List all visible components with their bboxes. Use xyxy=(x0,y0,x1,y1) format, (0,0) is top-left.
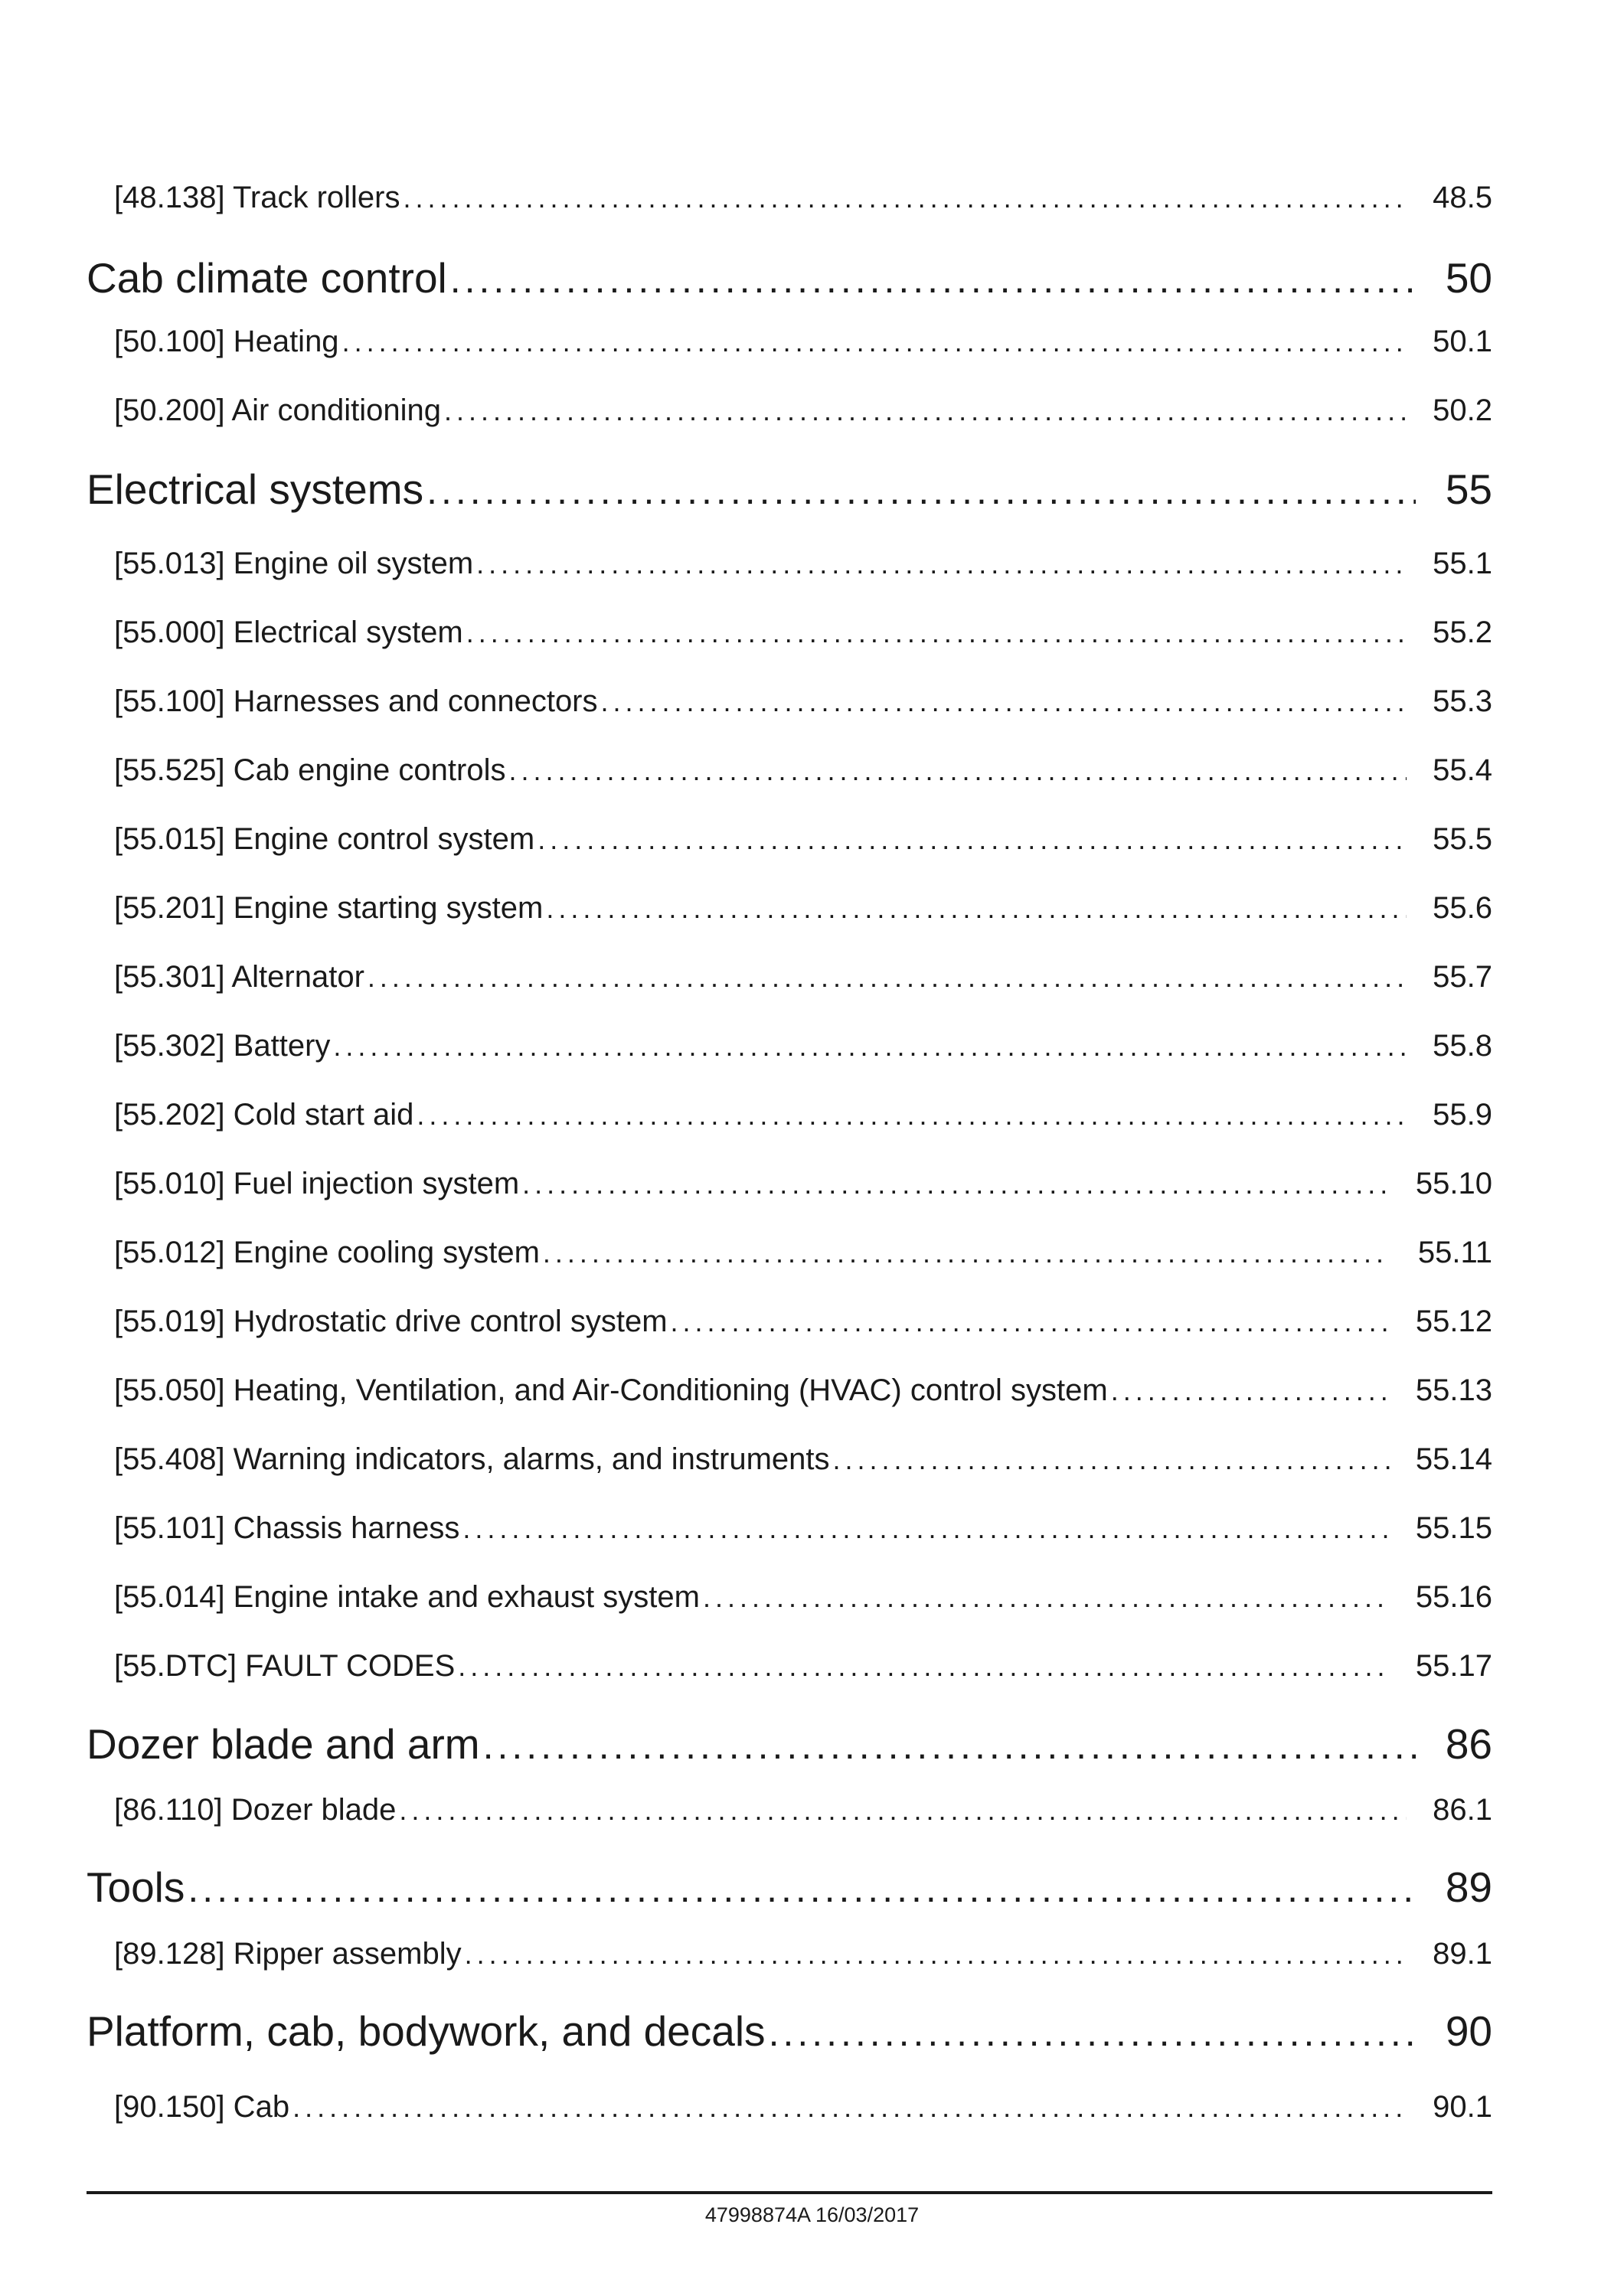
toc-entry-page: 55.10 xyxy=(1415,1167,1492,1200)
toc-entry-cab-engine-controls[interactable] xyxy=(114,751,1492,789)
toc-section-dozer-blade-and-arm[interactable] xyxy=(87,1717,1492,1771)
toc-entry-engine-starting-system[interactable] xyxy=(114,889,1492,927)
toc-entry-dozer-blade[interactable] xyxy=(114,1791,1492,1829)
toc-entry-page: 55.11 xyxy=(1417,1236,1492,1269)
dot-leader xyxy=(450,253,1416,305)
toc-entry-page: 89.1 xyxy=(1433,1937,1492,1971)
toc-entry-alternator[interactable] xyxy=(114,958,1492,996)
dot-leader xyxy=(426,464,1416,516)
toc-entry-label: [55.100] Harnesses and connectors xyxy=(114,684,598,718)
toc-entry-label: [86.110] Dozer blade xyxy=(114,1793,397,1827)
dot-leader xyxy=(476,545,1407,583)
dot-leader xyxy=(769,2006,1416,2058)
dot-leader xyxy=(417,1096,1407,1134)
toc-entry-page: 55.1 xyxy=(1433,547,1492,580)
toc-entry-label: [55.301] Alternator xyxy=(114,960,364,994)
toc-entry-label: [48.138] Track rollers xyxy=(114,181,400,214)
toc-entry-page: 50.1 xyxy=(1433,325,1492,358)
toc-entry-warning-indicators[interactable] xyxy=(114,1440,1492,1478)
dot-leader xyxy=(333,1027,1407,1065)
toc-entry-label: [55.000] Electrical system xyxy=(114,616,463,649)
toc-entry-engine-cooling-system[interactable] xyxy=(114,1233,1492,1272)
toc-section-cab-climate-control[interactable] xyxy=(87,251,1492,305)
toc-entry-harnesses-and-connectors[interactable] xyxy=(114,682,1492,720)
toc-section-electrical-systems[interactable] xyxy=(87,462,1492,516)
toc-entry-page: 55.9 xyxy=(1433,1098,1492,1132)
toc-entry-label: [55.408] Warning indicators, alarms, and instruments xyxy=(114,1442,830,1476)
toc-entry-label: [55.525] Cab engine controls xyxy=(114,753,506,787)
toc-entry-page: 55.12 xyxy=(1415,1305,1492,1338)
toc-entry-page: 55.16 xyxy=(1415,1580,1492,1614)
toc-section-page: 86 xyxy=(1445,1720,1492,1768)
toc-section-page: 55 xyxy=(1445,465,1492,513)
dot-leader xyxy=(444,392,1407,429)
toc-section-label: Platform, cab, bodywork, and decals xyxy=(87,2007,766,2055)
toc-section-page: 50 xyxy=(1445,254,1492,302)
toc-entry-label: [50.100] Heating xyxy=(114,325,339,358)
toc-entry-label: [55.014] Engine intake and exhaust system xyxy=(114,1580,700,1614)
toc-entry-page: 55.8 xyxy=(1433,1029,1492,1063)
toc-entry-label: [55.101] Chassis harness xyxy=(114,1511,460,1545)
toc-entry-engine-intake-exhaust[interactable] xyxy=(114,1578,1492,1616)
toc-entry-label: [55.012] Engine cooling system xyxy=(114,1236,540,1269)
dot-leader xyxy=(508,752,1407,789)
dot-leader xyxy=(703,1579,1390,1616)
toc-entry-page: 55.3 xyxy=(1433,684,1492,718)
dot-leader xyxy=(522,1165,1390,1203)
dot-leader xyxy=(483,1719,1416,1771)
toc-entry-hvac-control-system[interactable] xyxy=(114,1371,1492,1409)
toc-entry-page: 55.14 xyxy=(1415,1442,1492,1476)
toc-entry-page: 55.6 xyxy=(1433,891,1492,925)
toc-section-label: Dozer blade and arm xyxy=(87,1720,480,1768)
toc-entry-page: 55.15 xyxy=(1415,1511,1492,1545)
toc-entry-label: [55.050] Heating, Ventilation, and Air-Conditioning (HVAC) control system xyxy=(114,1373,1108,1407)
toc-entry-fuel-injection-system[interactable] xyxy=(114,1164,1492,1203)
dot-leader xyxy=(188,1862,1416,1914)
toc-entry-air-conditioning[interactable] xyxy=(114,391,1492,429)
toc-entry-label: [55.202] Cold start aid xyxy=(114,1098,414,1132)
dot-leader xyxy=(465,1935,1407,1973)
dot-leader xyxy=(671,1303,1390,1341)
dot-leader xyxy=(399,1791,1407,1829)
toc-section-label: Electrical systems xyxy=(87,465,424,513)
toc-section-tools[interactable] xyxy=(87,1860,1492,1914)
toc-entry-label: [55.302] Battery xyxy=(114,1029,331,1063)
toc-entry-page: 55.2 xyxy=(1433,616,1492,649)
toc-entry-page: 55.4 xyxy=(1433,753,1492,787)
toc-entry-page: 55.7 xyxy=(1433,960,1492,994)
dot-leader xyxy=(368,959,1407,996)
toc-entry-label: [89.128] Ripper assembly xyxy=(114,1937,462,1971)
toc-entry-label: [55.201] Engine starting system xyxy=(114,891,544,925)
dot-leader xyxy=(342,323,1407,361)
dot-leader xyxy=(466,614,1407,652)
dot-leader xyxy=(833,1441,1390,1478)
toc-entry-label: [55.015] Engine control system xyxy=(114,822,535,856)
toc-section-label: Tools xyxy=(87,1863,185,1911)
toc-entry-page: 55.5 xyxy=(1433,822,1492,856)
dot-leader xyxy=(404,179,1407,217)
toc-entry-page: 90.1 xyxy=(1433,2090,1492,2124)
toc-entry-page: 55.13 xyxy=(1415,1373,1492,1407)
toc-entry-hydrostatic-drive-control-system[interactable] xyxy=(114,1302,1492,1341)
footer-divider xyxy=(87,2191,1492,2194)
toc-section-page: 90 xyxy=(1445,2007,1492,2055)
toc-section-page: 89 xyxy=(1445,1863,1492,1911)
dot-leader xyxy=(1111,1372,1390,1409)
toc-entry-page: 48.5 xyxy=(1433,181,1492,214)
dot-leader xyxy=(601,683,1407,720)
dot-leader xyxy=(546,890,1407,927)
toc-entry-chassis-harness[interactable] xyxy=(114,1509,1492,1547)
dot-leader xyxy=(538,821,1407,858)
toc-entry-page: 86.1 xyxy=(1433,1793,1492,1827)
toc-entry-battery[interactable] xyxy=(114,1027,1492,1065)
toc-entry-heating[interactable] xyxy=(114,322,1492,361)
toc-section-label: Cab climate control xyxy=(87,254,447,302)
toc-entry-page: 55.17 xyxy=(1415,1649,1492,1683)
toc-entry-cab[interactable] xyxy=(114,2088,1492,2126)
toc-entry-engine-control-system[interactable] xyxy=(114,820,1492,858)
toc-entry-page: 50.2 xyxy=(1433,394,1492,427)
toc-entry-track-rollers[interactable] xyxy=(114,178,1492,217)
toc-entry-fault-codes[interactable] xyxy=(114,1647,1492,1685)
footer-document-reference: 47998874A 16/03/2017 xyxy=(704,2203,920,2226)
toc-entry-label: [55.013] Engine oil system xyxy=(114,547,474,580)
toc-section-platform-cab-bodywork-decals[interactable] xyxy=(87,2004,1492,2058)
dot-leader xyxy=(458,1648,1390,1685)
toc-entry-label: [55.010] Fuel injection system xyxy=(114,1167,520,1200)
toc-entry-engine-oil-system[interactable] xyxy=(114,544,1492,583)
toc-entry-label: [90.150] Cab xyxy=(114,2090,290,2124)
dot-leader xyxy=(543,1234,1390,1272)
dot-leader xyxy=(462,1510,1390,1547)
toc-entry-cold-start-aid[interactable] xyxy=(114,1096,1492,1134)
toc-entry-ripper-assembly[interactable] xyxy=(114,1935,1492,1973)
toc-entry-label: [55.DTC] FAULT CODES xyxy=(114,1649,456,1683)
toc-entry-label: [55.019] Hydrostatic drive control system xyxy=(114,1305,668,1338)
toc-entry-label: [50.200] Air conditioning xyxy=(114,394,441,427)
toc-entry-electrical-system[interactable] xyxy=(114,613,1492,652)
dot-leader xyxy=(292,2089,1407,2126)
